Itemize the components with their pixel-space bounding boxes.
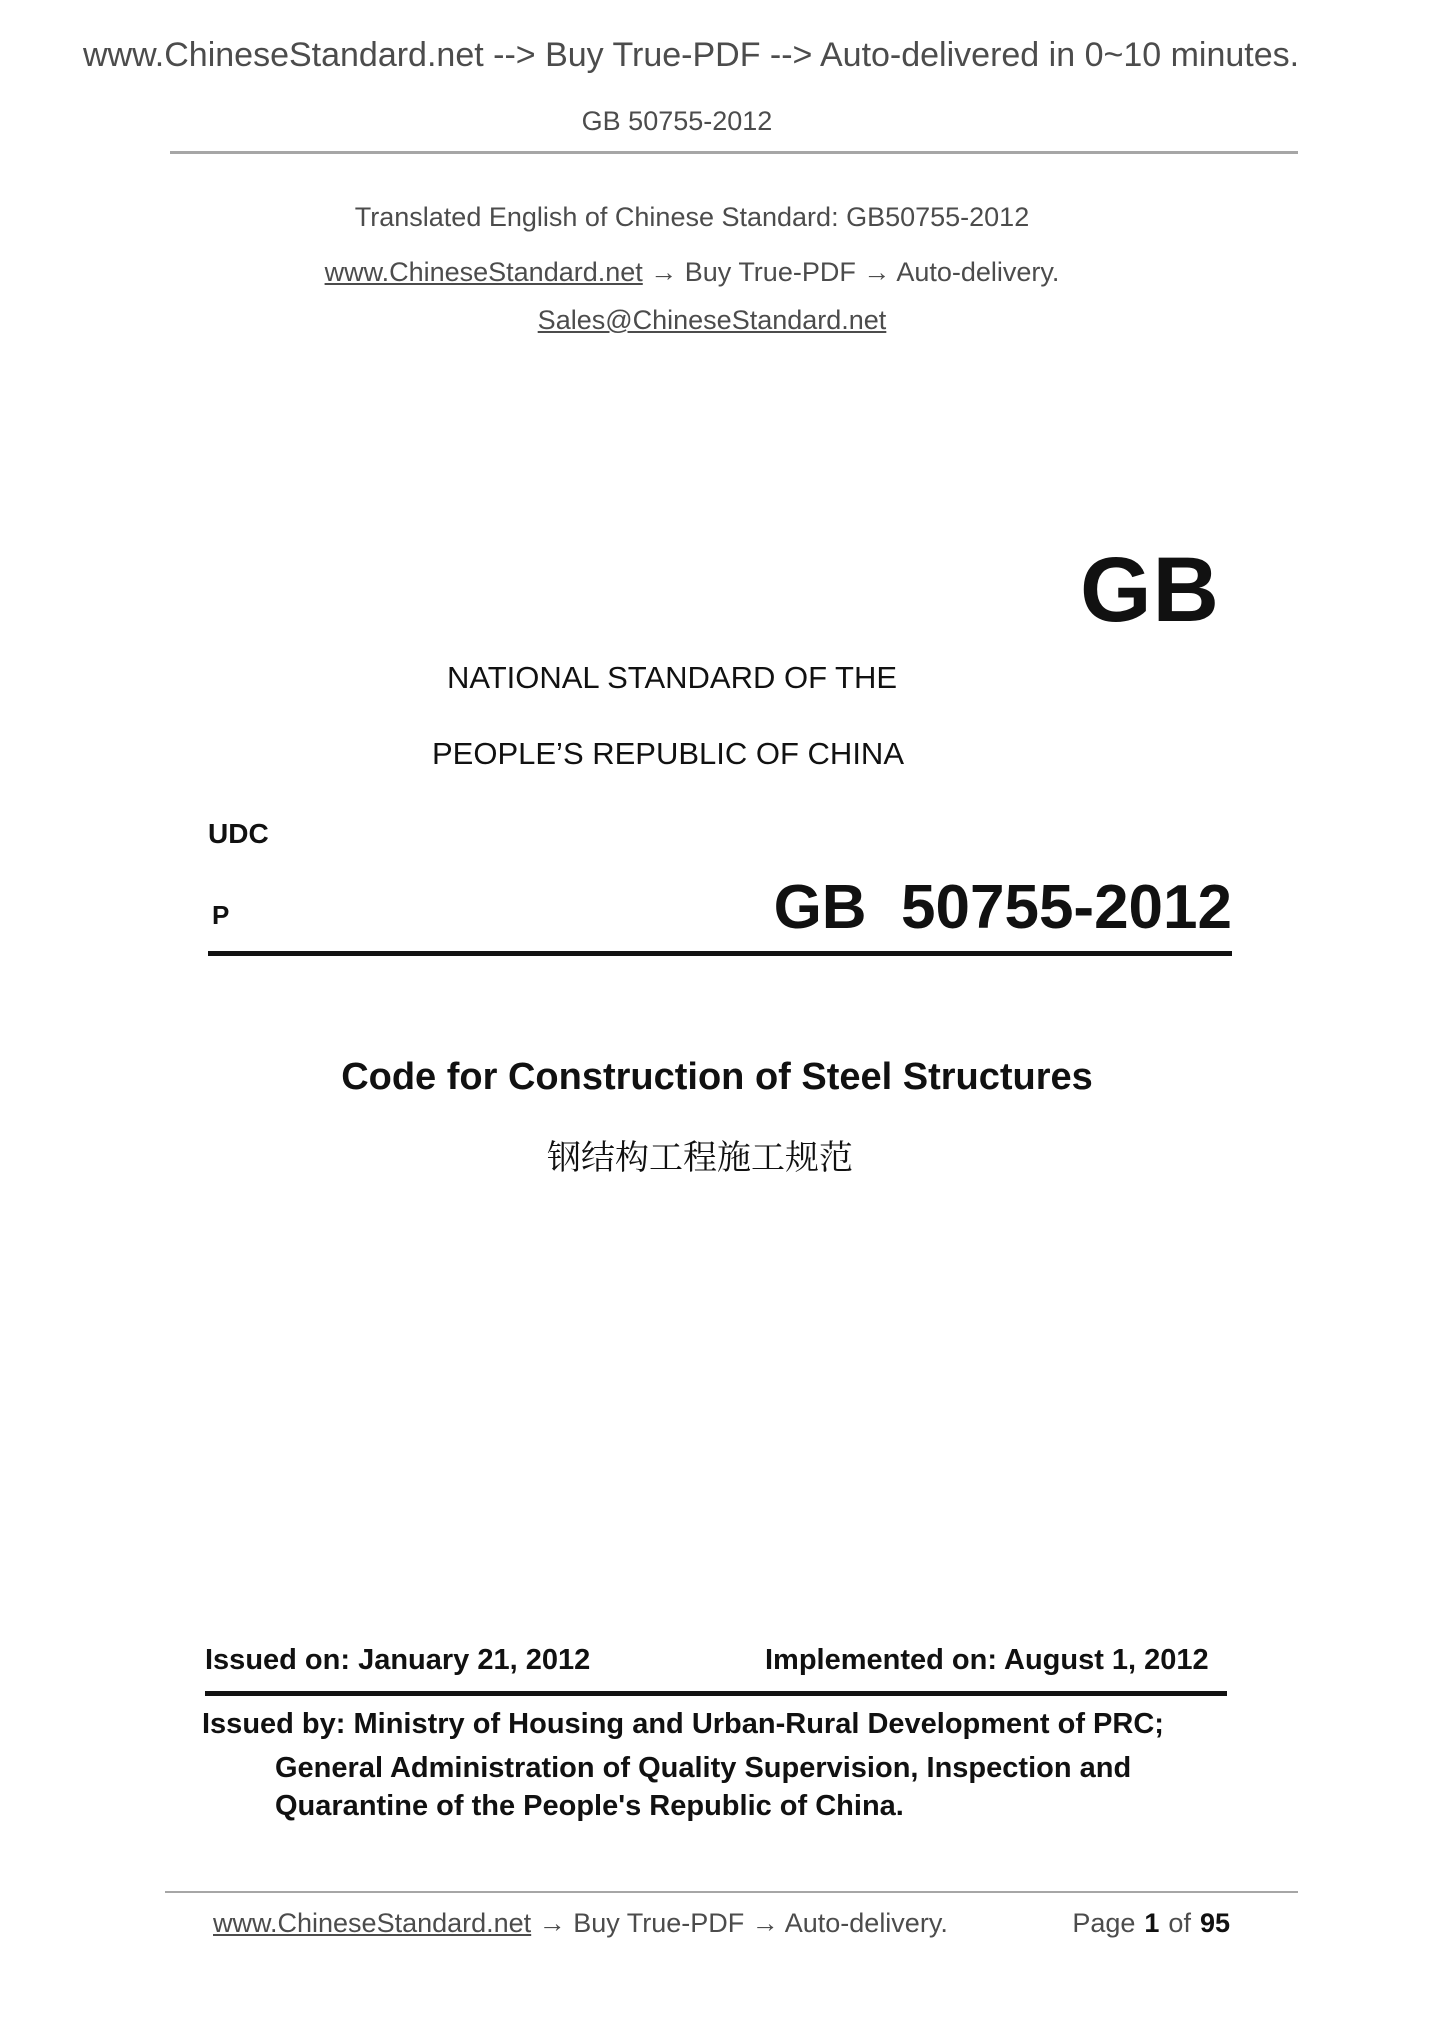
page-total: 95 (1199, 1908, 1230, 1938)
standard-title-english: Code for Construction of Steel Structures (341, 1056, 1093, 1098)
page-current: 1 (1144, 1908, 1160, 1938)
issued-on-date: Issued on: January 21, 2012 (205, 1644, 591, 1676)
national-standard-line2: PEOPLE’S REPUBLIC OF CHINA (431, 736, 905, 771)
national-standard-line1: NATIONAL STANDARD OF THE (446, 660, 898, 695)
issued-by-line3: Quarantine of the People's Republic of China. (275, 1790, 904, 1822)
standard-title-chinese: 钢结构工程施工规范 (547, 1139, 853, 1177)
header-divider (170, 151, 1298, 154)
issued-by-line1: Issued by: Ministry of Housing and Urban-Rural Development of PRC; (202, 1708, 1164, 1740)
implemented-on-date: Implemented on: August 1, 2012 (765, 1644, 1209, 1676)
translated-standard-line: Translated English of Chinese Standard: GB50755-2012 (354, 202, 1030, 232)
footer-link-line (213, 1908, 948, 1939)
page-label: Page (1072, 1908, 1136, 1938)
sales-email-line (538, 305, 887, 336)
buy-pdf-line-rest: → Buy True-PDF → Auto-delivery. (642, 257, 1060, 287)
issued-by-line2: General Administration of Quality Supervision, Inspection and (275, 1752, 1132, 1784)
website-link[interactable]: www.ChineseStandard.net (324, 257, 643, 287)
standard-number: GB 50755-2012 (773, 873, 1232, 942)
page-indicator (1072, 1908, 1230, 1939)
header-tagline: www.ChineseStandard.net --> Buy True-PDF --> Auto-delivered in 0~10 minutes. (83, 36, 1300, 74)
header-doc-number: GB 50755-2012 (581, 106, 773, 136)
issuance-divider (205, 1691, 1227, 1696)
buy-pdf-line (325, 257, 1060, 288)
footer-website-link[interactable]: www.ChineseStandard.net (213, 1908, 532, 1938)
page-of-label: of (1168, 1908, 1191, 1938)
gb-logo: GB (1080, 539, 1220, 641)
footer-link-rest: → Buy True-PDF → Auto-delivery. (531, 1908, 948, 1938)
p-classification-label: P (212, 900, 230, 930)
sales-email-link[interactable]: Sales@ChineseStandard.net (537, 305, 887, 335)
udc-label: UDC (208, 818, 269, 849)
standard-number-divider (208, 951, 1232, 956)
footer-divider (165, 1891, 1298, 1893)
